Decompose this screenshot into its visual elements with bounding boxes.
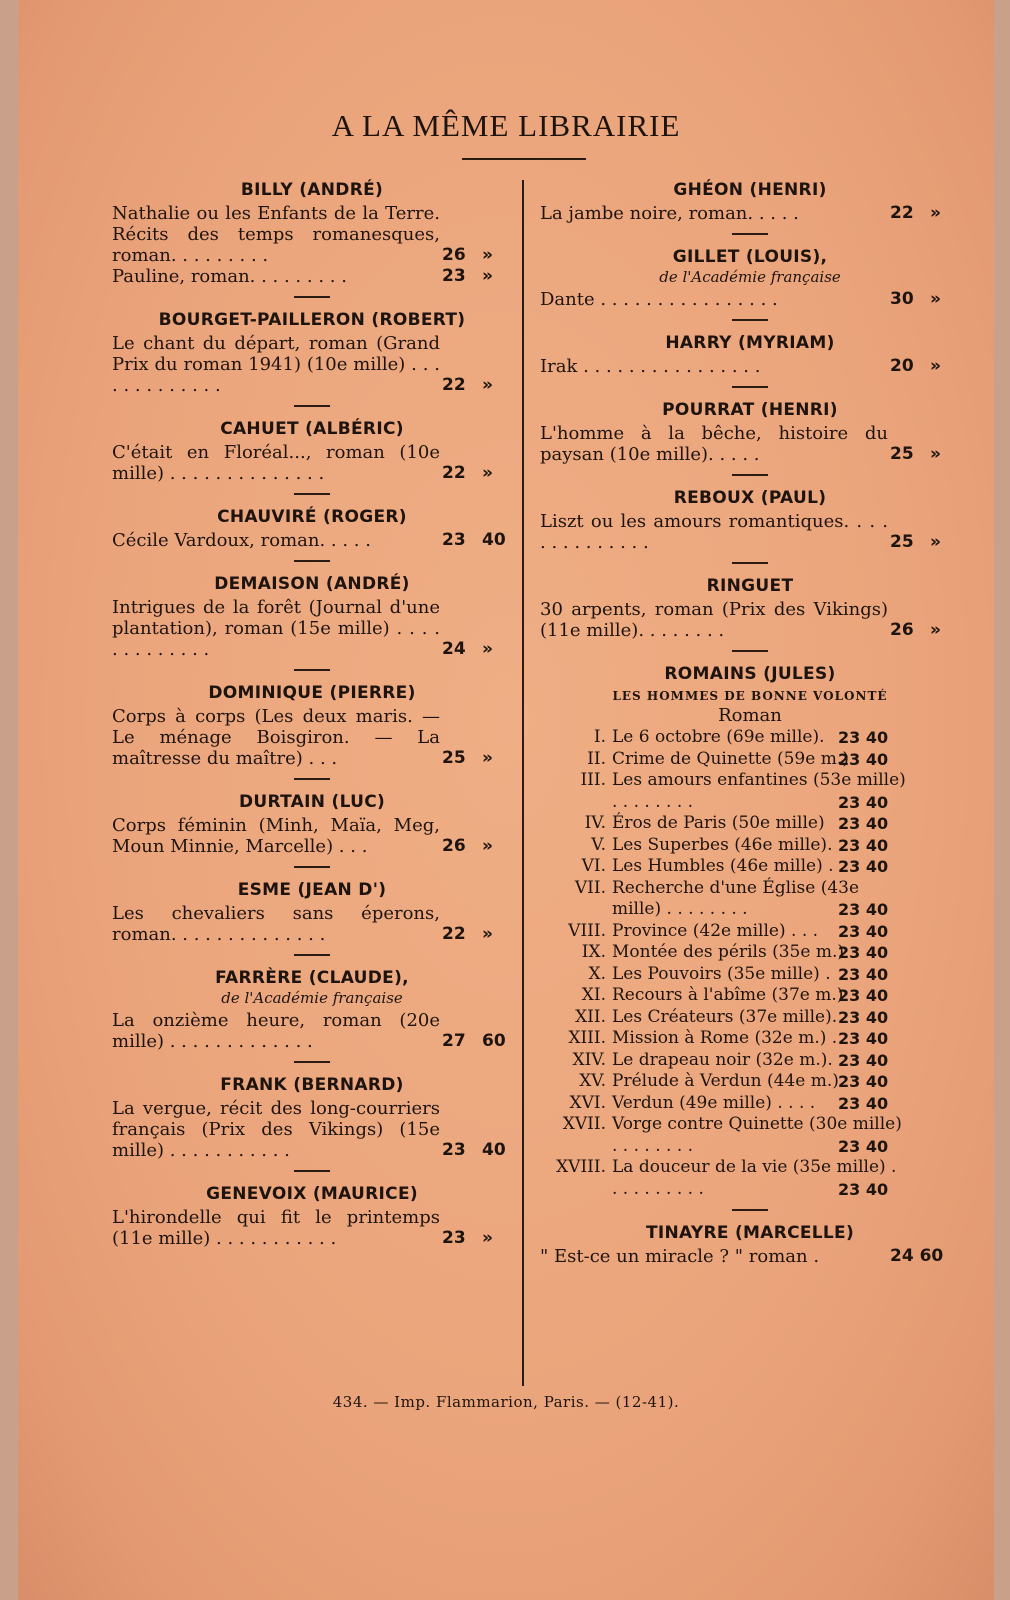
- volume-price: 23 40: [838, 943, 889, 962]
- price-centimes: »: [482, 1228, 493, 1248]
- author-name: CAHUET (ALBÉRIC): [220, 419, 404, 439]
- volume-price: 23 40: [838, 792, 889, 812]
- volume-price: 23 40: [838, 1072, 889, 1091]
- volume-price: 23 40: [838, 1050, 889, 1070]
- catalog-entry: [112, 310, 512, 407]
- volume-listing: [540, 749, 960, 771]
- volume-number: XVII.: [562, 1114, 606, 1134]
- volume-number: XIII.: [568, 1028, 606, 1048]
- column-divider: [522, 180, 524, 1386]
- volume-price: 23 40: [838, 986, 889, 1005]
- price-centimes: »: [930, 444, 941, 464]
- book-listing: [112, 1207, 512, 1249]
- author-name: RINGUET: [706, 576, 794, 596]
- price-francs: 25: [442, 748, 466, 768]
- volume-listing: [540, 878, 960, 921]
- right-column: [540, 180, 960, 1267]
- entry-separator: [732, 1209, 768, 1211]
- book-listing: [112, 1098, 512, 1161]
- book-price: [890, 532, 960, 553]
- series-subtitle: Roman: [718, 705, 782, 726]
- catalog-entry: [112, 880, 512, 956]
- volume-price: 23 40: [838, 1179, 889, 1199]
- author-affiliation: de l'Académie française: [659, 268, 841, 286]
- entry-separator: [294, 954, 330, 956]
- book-title: Le chant du départ, roman (Grand Prix du roman 1941) (10e mille) . . . . . . . . . . . . .: [112, 333, 440, 396]
- volume-number: XII.: [575, 1006, 606, 1027]
- book-listing: [540, 423, 960, 465]
- author-name: BILLY (ANDRÉ): [240, 180, 384, 200]
- entry-separator: [294, 296, 330, 298]
- author-name: FRANK (BERNARD): [220, 1075, 404, 1095]
- catalog-entry: [540, 488, 960, 564]
- volume-number: XV.: [579, 1071, 606, 1091]
- book-listing: [540, 1246, 960, 1267]
- price-centimes: »: [482, 463, 493, 483]
- price-francs: 23: [442, 1228, 466, 1248]
- price-francs: 23: [442, 266, 466, 286]
- volume-title: Province (42e mille) . . .: [612, 920, 819, 941]
- price-centimes: 40: [482, 530, 506, 550]
- book-title: Corps à corps (Les deux maris. — Le ménage Boisgiron. — La maîtresse du maître) . . .: [112, 706, 440, 769]
- volume-price: 23 40: [838, 1007, 889, 1027]
- author-affiliation: de l'Académie française: [221, 989, 403, 1007]
- author-name: POURRAT (HENRI): [662, 400, 838, 420]
- volume-title: Montée des périls (35e m.): [612, 942, 844, 962]
- price-francs: 22: [890, 203, 914, 223]
- left-column: [112, 180, 512, 1249]
- book-price: [442, 266, 512, 287]
- book-listing: [540, 356, 960, 377]
- book-title: 30 arpents, roman (Prix des Vikings) (11e mille). . . . . . . .: [540, 599, 888, 641]
- entry-separator: [294, 1061, 330, 1063]
- price-francs: 23: [442, 530, 466, 550]
- price-centimes: »: [930, 289, 941, 309]
- entry-separator: [294, 493, 330, 495]
- book-price: [442, 1228, 512, 1249]
- volume-listing: [540, 1157, 960, 1200]
- entry-separator: [294, 778, 330, 780]
- catalog-entry: [112, 1184, 512, 1249]
- price-centimes: »: [930, 203, 941, 223]
- book-title: Irak . . . . . . . . . . . . . . . .: [540, 356, 761, 377]
- book-listing: [112, 597, 512, 660]
- author-name: GHÉON (HENRI): [673, 180, 827, 200]
- author-name: DEMAISON (ANDRÉ): [214, 574, 410, 594]
- catalog-entry: [540, 180, 960, 235]
- volume-listing: [540, 1007, 960, 1029]
- volume-title: Crime de Quinette (59e m.): [612, 748, 849, 769]
- volume-price: 23 40: [838, 1093, 889, 1113]
- book-title: Nathalie ou les Enfants de la Terre. Récits des temps romanesques, roman. . . . . . . . .: [112, 203, 440, 266]
- book-listing: [112, 203, 512, 266]
- price-centimes: »: [482, 375, 493, 395]
- volume-number: II.: [587, 748, 606, 769]
- book-title: L'homme à la bêche, histoire du paysan (10e mille). . . . .: [540, 423, 888, 465]
- volume-price: 23 40: [838, 921, 889, 941]
- volume-number: IX.: [581, 942, 606, 962]
- volume-listing: [540, 1093, 960, 1115]
- catalog-entry: [112, 1075, 512, 1172]
- book-price: [442, 375, 512, 396]
- volume-listing: [540, 856, 960, 878]
- catalog-entry: [112, 180, 512, 298]
- catalog-entry: [112, 574, 512, 671]
- author-name: HARRY (MYRIAM): [665, 333, 835, 353]
- price-francs: 26: [442, 245, 466, 265]
- book-price: [442, 924, 512, 945]
- volume-listing: [540, 1028, 960, 1050]
- price-centimes: »: [930, 620, 941, 640]
- price-centimes: »: [482, 924, 493, 944]
- page-heading: A LA MÊME LIBRAIRIE: [331, 108, 681, 143]
- book-price: [890, 444, 960, 465]
- price-francs: 20: [890, 356, 914, 376]
- catalog-entry: [540, 576, 960, 652]
- volume-listing: [540, 985, 960, 1007]
- author-name: CHAUVIRÉ (ROGER): [217, 507, 407, 527]
- book-title: La jambe noire, roman. . . . .: [540, 203, 799, 224]
- volume-price: 23 40: [838, 749, 889, 769]
- book-price: [442, 1031, 512, 1052]
- volume-listing: [540, 813, 960, 835]
- volume-price: 23 40: [838, 857, 889, 876]
- volume-price: 23 40: [838, 1029, 889, 1048]
- volume-price: 23 40: [838, 835, 889, 855]
- volume-title: Les Créateurs (37e mille).: [612, 1006, 838, 1027]
- author-name: ESME (JEAN D'): [237, 880, 387, 900]
- catalog-entry: [540, 400, 960, 476]
- volume-price: 23 40: [838, 1136, 889, 1156]
- volume-listing: [540, 1071, 960, 1093]
- entry-separator: [732, 562, 768, 564]
- author-name: TINAYRE (MARCELLE): [645, 1223, 855, 1243]
- volume-title: Les Pouvoirs (35e mille) .: [612, 963, 831, 984]
- book-price: [442, 748, 512, 769]
- volume-listing: [540, 942, 960, 964]
- volume-listing: [540, 770, 960, 813]
- book-title: La onzième heure, roman (20e mille) . . . . . . . . . . . . .: [112, 1010, 440, 1052]
- volume-listing: [540, 835, 960, 857]
- volume-number: I.: [593, 727, 606, 747]
- book-listing: [540, 203, 960, 224]
- price-francs: 22: [442, 463, 466, 483]
- book-title: C'était en Floréal..., roman (10e mille) . . . . . . . . . . . . . .: [112, 442, 440, 484]
- volume-price: 23 40: [838, 728, 889, 747]
- price-centimes: »: [482, 245, 493, 265]
- volume-number: XIV.: [572, 1049, 606, 1070]
- book-title: " Est-ce un miracle ? " roman .: [540, 1246, 820, 1267]
- volume-title: Mission à Rome (32e m.) .: [612, 1028, 838, 1048]
- catalog-entry: [112, 968, 512, 1063]
- book-title: Les chevaliers sans éperons, roman. . . . . . . . . . . . . .: [112, 903, 440, 945]
- book-title: Liszt ou les amours romantiques. . . . . . . . . . . . . .: [540, 511, 888, 553]
- author-name: ROMAINS (JULES): [664, 664, 836, 684]
- author-name: GILLET (LOUIS),: [672, 247, 828, 267]
- volume-price: 23 40: [838, 900, 889, 919]
- volume-title: Recours à l'abîme (37e m.): [612, 985, 844, 1005]
- price-francs: 22: [442, 375, 466, 395]
- volume-title: Recherche d'une Église (43e mille) . . . . . . . .: [612, 877, 860, 919]
- volume-title: Prélude à Verdun (44e m.): [612, 1071, 839, 1091]
- price-centimes: »: [482, 639, 493, 659]
- entry-separator: [294, 405, 330, 407]
- volume-number: XI.: [581, 985, 606, 1005]
- volume-title: Vorge contre Quinette (30e mille) . . . . . . . .: [612, 1114, 902, 1156]
- book-listing: [112, 706, 512, 769]
- price-centimes: 40: [482, 1140, 506, 1160]
- price-centimes: »: [930, 532, 941, 552]
- author-name: DOMINIQUE (PIERRE): [208, 683, 416, 703]
- book-price: [442, 836, 512, 857]
- book-price: [890, 620, 960, 641]
- price-centimes: »: [930, 356, 941, 376]
- book-title: Pauline, roman. . . . . . . . .: [112, 266, 347, 287]
- volume-price: 23 40: [838, 964, 889, 984]
- book-title: L'hirondelle qui fit le printemps (11e mille) . . . . . . . . . . .: [112, 1207, 440, 1249]
- volume-title: Les Superbes (46e mille).: [612, 834, 833, 855]
- book-price: 24 60: [890, 1246, 944, 1266]
- author-name: REBOUX (PAUL): [673, 488, 827, 508]
- book-price: [890, 203, 960, 224]
- book-title: La vergue, récit des long-courriers français (Prix des Vikings) (15e mille) . . . . . . . . . . .: [112, 1098, 440, 1161]
- volume-number: VIII.: [568, 920, 606, 941]
- catalog-entry: [112, 507, 512, 562]
- catalog-entry: [540, 333, 960, 388]
- book-price: [890, 356, 960, 377]
- volume-title: Le 6 octobre (69e mille).: [612, 727, 825, 747]
- book-title: Intrigues de la forêt (Journal d'une plantation), roman (15e mille) . . . . . . . . . . . . .: [112, 597, 440, 660]
- volume-title: Éros de Paris (50e mille): [612, 813, 825, 833]
- price-francs: 25: [890, 532, 914, 552]
- entry-separator: [294, 1170, 330, 1172]
- entry-separator: [732, 650, 768, 652]
- catalog-entry-romains: [540, 664, 960, 1211]
- price-francs: 24: [442, 639, 466, 659]
- volume-listing: [540, 1050, 960, 1072]
- book-price: [890, 289, 960, 310]
- volume-title: Les amours enfantines (53e mille) . . . . . . . .: [612, 770, 906, 812]
- volume-number: VII.: [574, 877, 606, 898]
- volume-listing: [540, 727, 960, 749]
- volume-title: La douceur de la vie (35e mille) . . . . . . . . . .: [612, 1157, 897, 1199]
- entry-separator: [732, 319, 768, 321]
- book-listing: [112, 815, 512, 857]
- price-francs: 23: [442, 1140, 466, 1160]
- price-francs: 27: [442, 1031, 466, 1051]
- author-name: DURTAIN (LUC): [238, 792, 386, 812]
- series-title: LES HOMMES DE BONNE VOLONTÉ: [612, 689, 888, 703]
- heading-rule: [462, 158, 586, 160]
- volume-number: XVI.: [569, 1092, 606, 1113]
- entry-separator: [294, 866, 330, 868]
- volume-listing: [540, 1114, 960, 1157]
- volume-number: X.: [588, 963, 606, 984]
- book-listing: [112, 266, 512, 287]
- entry-separator: [732, 386, 768, 388]
- price-francs: 30: [890, 289, 914, 309]
- book-price: [442, 463, 512, 484]
- book-price: [442, 245, 512, 266]
- price-francs: 25: [890, 444, 914, 464]
- volume-number: V.: [591, 834, 606, 855]
- author-name: GENEVOIX (MAURICE): [206, 1184, 418, 1204]
- entry-separator: [294, 669, 330, 671]
- entry-separator: [732, 233, 768, 235]
- price-centimes: »: [482, 748, 493, 768]
- book-title: Corps féminin (Minh, Maïa, Meg, Moun Minnie, Marcelle) . . .: [112, 815, 440, 857]
- book-listing: [112, 903, 512, 945]
- book-listing: [112, 1010, 512, 1052]
- book-price: [442, 639, 512, 660]
- book-page: [18, 0, 994, 1600]
- book-title: Dante . . . . . . . . . . . . . . . .: [540, 289, 778, 310]
- book-title: Cécile Vardoux, roman. . . . .: [112, 530, 371, 551]
- catalog-entry: [112, 683, 512, 780]
- catalog-entry: [112, 792, 512, 868]
- price-francs: 26: [890, 620, 914, 640]
- volume-number: VI.: [581, 856, 606, 876]
- volume-price: 23 40: [838, 814, 889, 833]
- volume-listing: [540, 921, 960, 943]
- book-listing: [112, 442, 512, 484]
- entry-separator: [294, 560, 330, 562]
- volume-number: III.: [580, 770, 606, 790]
- volume-number: XVIII.: [556, 1157, 606, 1177]
- price-centimes: »: [482, 266, 493, 286]
- author-name: FARRÈRE (CLAUDE),: [215, 968, 409, 988]
- price-francs: 22: [442, 924, 466, 944]
- catalog-entry-tinayre: [540, 1223, 960, 1267]
- volume-title: Le drapeau noir (32e m.).: [612, 1049, 833, 1070]
- price-francs: 26: [442, 836, 466, 856]
- catalog-entry: [540, 247, 960, 321]
- author-name: BOURGET-PAILLERON (ROBERT): [158, 310, 466, 330]
- book-listing: [540, 599, 960, 641]
- printer-footer: 434. — Imp. Flammarion, Paris. — (12-41).: [332, 1393, 680, 1411]
- volume-listing: [540, 964, 960, 986]
- book-price: [442, 530, 512, 551]
- price-centimes: 60: [482, 1031, 506, 1051]
- price-centimes: »: [482, 836, 493, 856]
- volume-title: Verdun (49e mille) . . . .: [612, 1092, 816, 1113]
- book-listing: [540, 511, 960, 553]
- volume-title: Les Humbles (46e mille) .: [612, 856, 834, 876]
- book-listing: [112, 333, 512, 396]
- volume-number: IV.: [584, 813, 606, 833]
- catalog-entry: [112, 419, 512, 495]
- book-listing: [540, 289, 960, 310]
- book-listing: [112, 530, 512, 551]
- book-price: [442, 1140, 512, 1161]
- entry-separator: [732, 474, 768, 476]
